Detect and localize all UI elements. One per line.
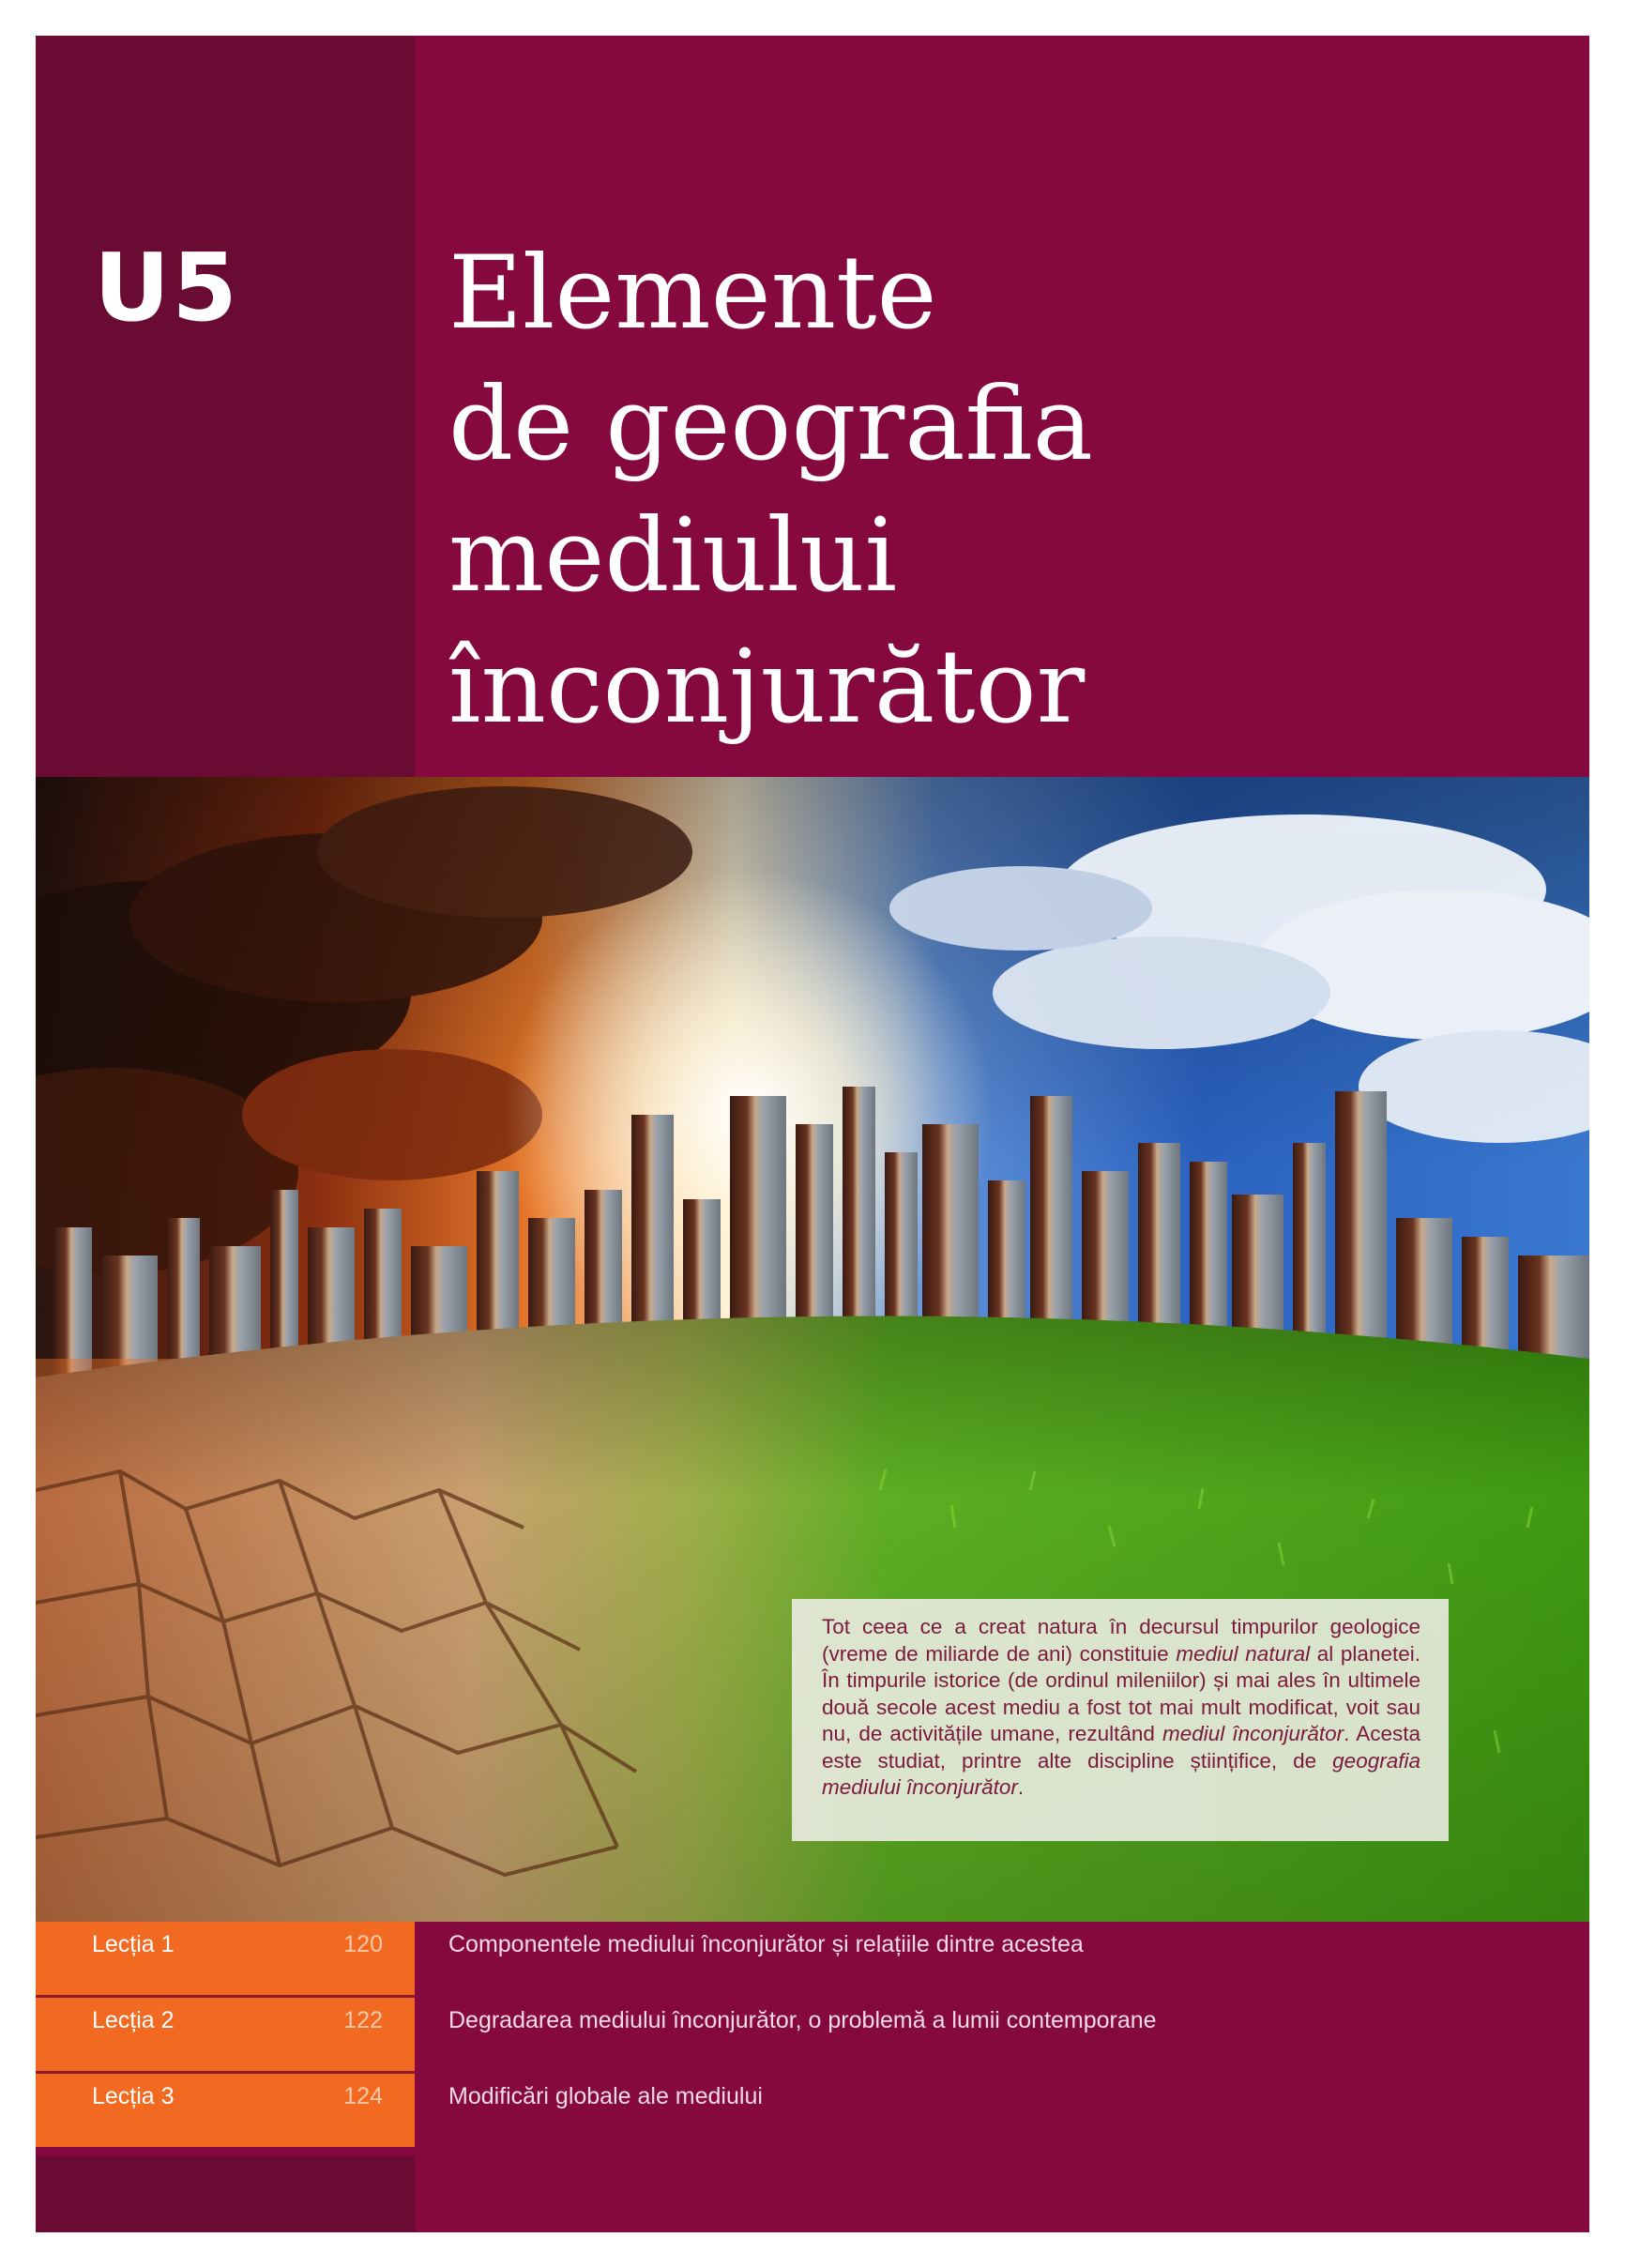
lesson-name: Lecția 1 — [92, 1931, 175, 1957]
lesson-3-title[interactable]: Modificări globale ale mediului — [448, 2083, 763, 2109]
lesson-2-tab[interactable] — [36, 1998, 415, 2071]
intro-text: al planetei. În timpurile istorice (de ordinul mileniilor) și mai ales în ultimele două secole acest mediu a fost tot mai mult modificat, voit sau nu, de activitățile umane, rezultând — [822, 1641, 1420, 1745]
lesson-1-title[interactable]: Componentele mediului înconjurător și relațiile dintre acestea — [448, 1931, 1084, 1957]
chapter-title-line: Elemente — [448, 235, 937, 352]
unit-label: U5 — [94, 233, 239, 342]
lesson-page-number: 120 — [343, 1931, 383, 1957]
lesson-page-number: 122 — [343, 2007, 383, 2033]
chapter-title-line: înconjurător — [448, 629, 1086, 746]
intro-text: . Acesta este studiat, printre alte discipline științifice, de — [822, 1722, 1420, 1773]
lesson-page-number: 124 — [343, 2083, 383, 2109]
chapter-title-line: mediului — [448, 497, 898, 615]
lesson-3-tab[interactable] — [36, 2074, 415, 2147]
intro-text: . — [1017, 1775, 1025, 1799]
intro-emphasis: geografia mediului înconjurător — [822, 1748, 1420, 1799]
lesson-1-tab[interactable] — [36, 1922, 415, 1995]
intro-emphasis: mediul înconjurător — [1162, 1722, 1344, 1745]
chapter-title — [448, 228, 1093, 753]
lesson-name: Lecția 2 — [92, 2007, 175, 2033]
unit-column — [36, 36, 415, 777]
chapter-cover-page — [36, 36, 1589, 2232]
lesson-name: Lecția 3 — [92, 2083, 175, 2109]
lesson-2-title[interactable]: Degradarea mediului înconjurător, o problemă a lumii contemporane — [448, 2007, 1157, 2033]
intro-text: Tot ceea ce a creat natura în decursul timpurilor geologice (vreme de miliarde de ani) constituie — [822, 1615, 1420, 1666]
intro-emphasis: mediul natural — [1176, 1641, 1311, 1666]
chapter-title-line: de geografia — [448, 366, 1094, 483]
intro-text-box — [792, 1599, 1449, 1841]
bottom-left-panel — [36, 2156, 415, 2232]
